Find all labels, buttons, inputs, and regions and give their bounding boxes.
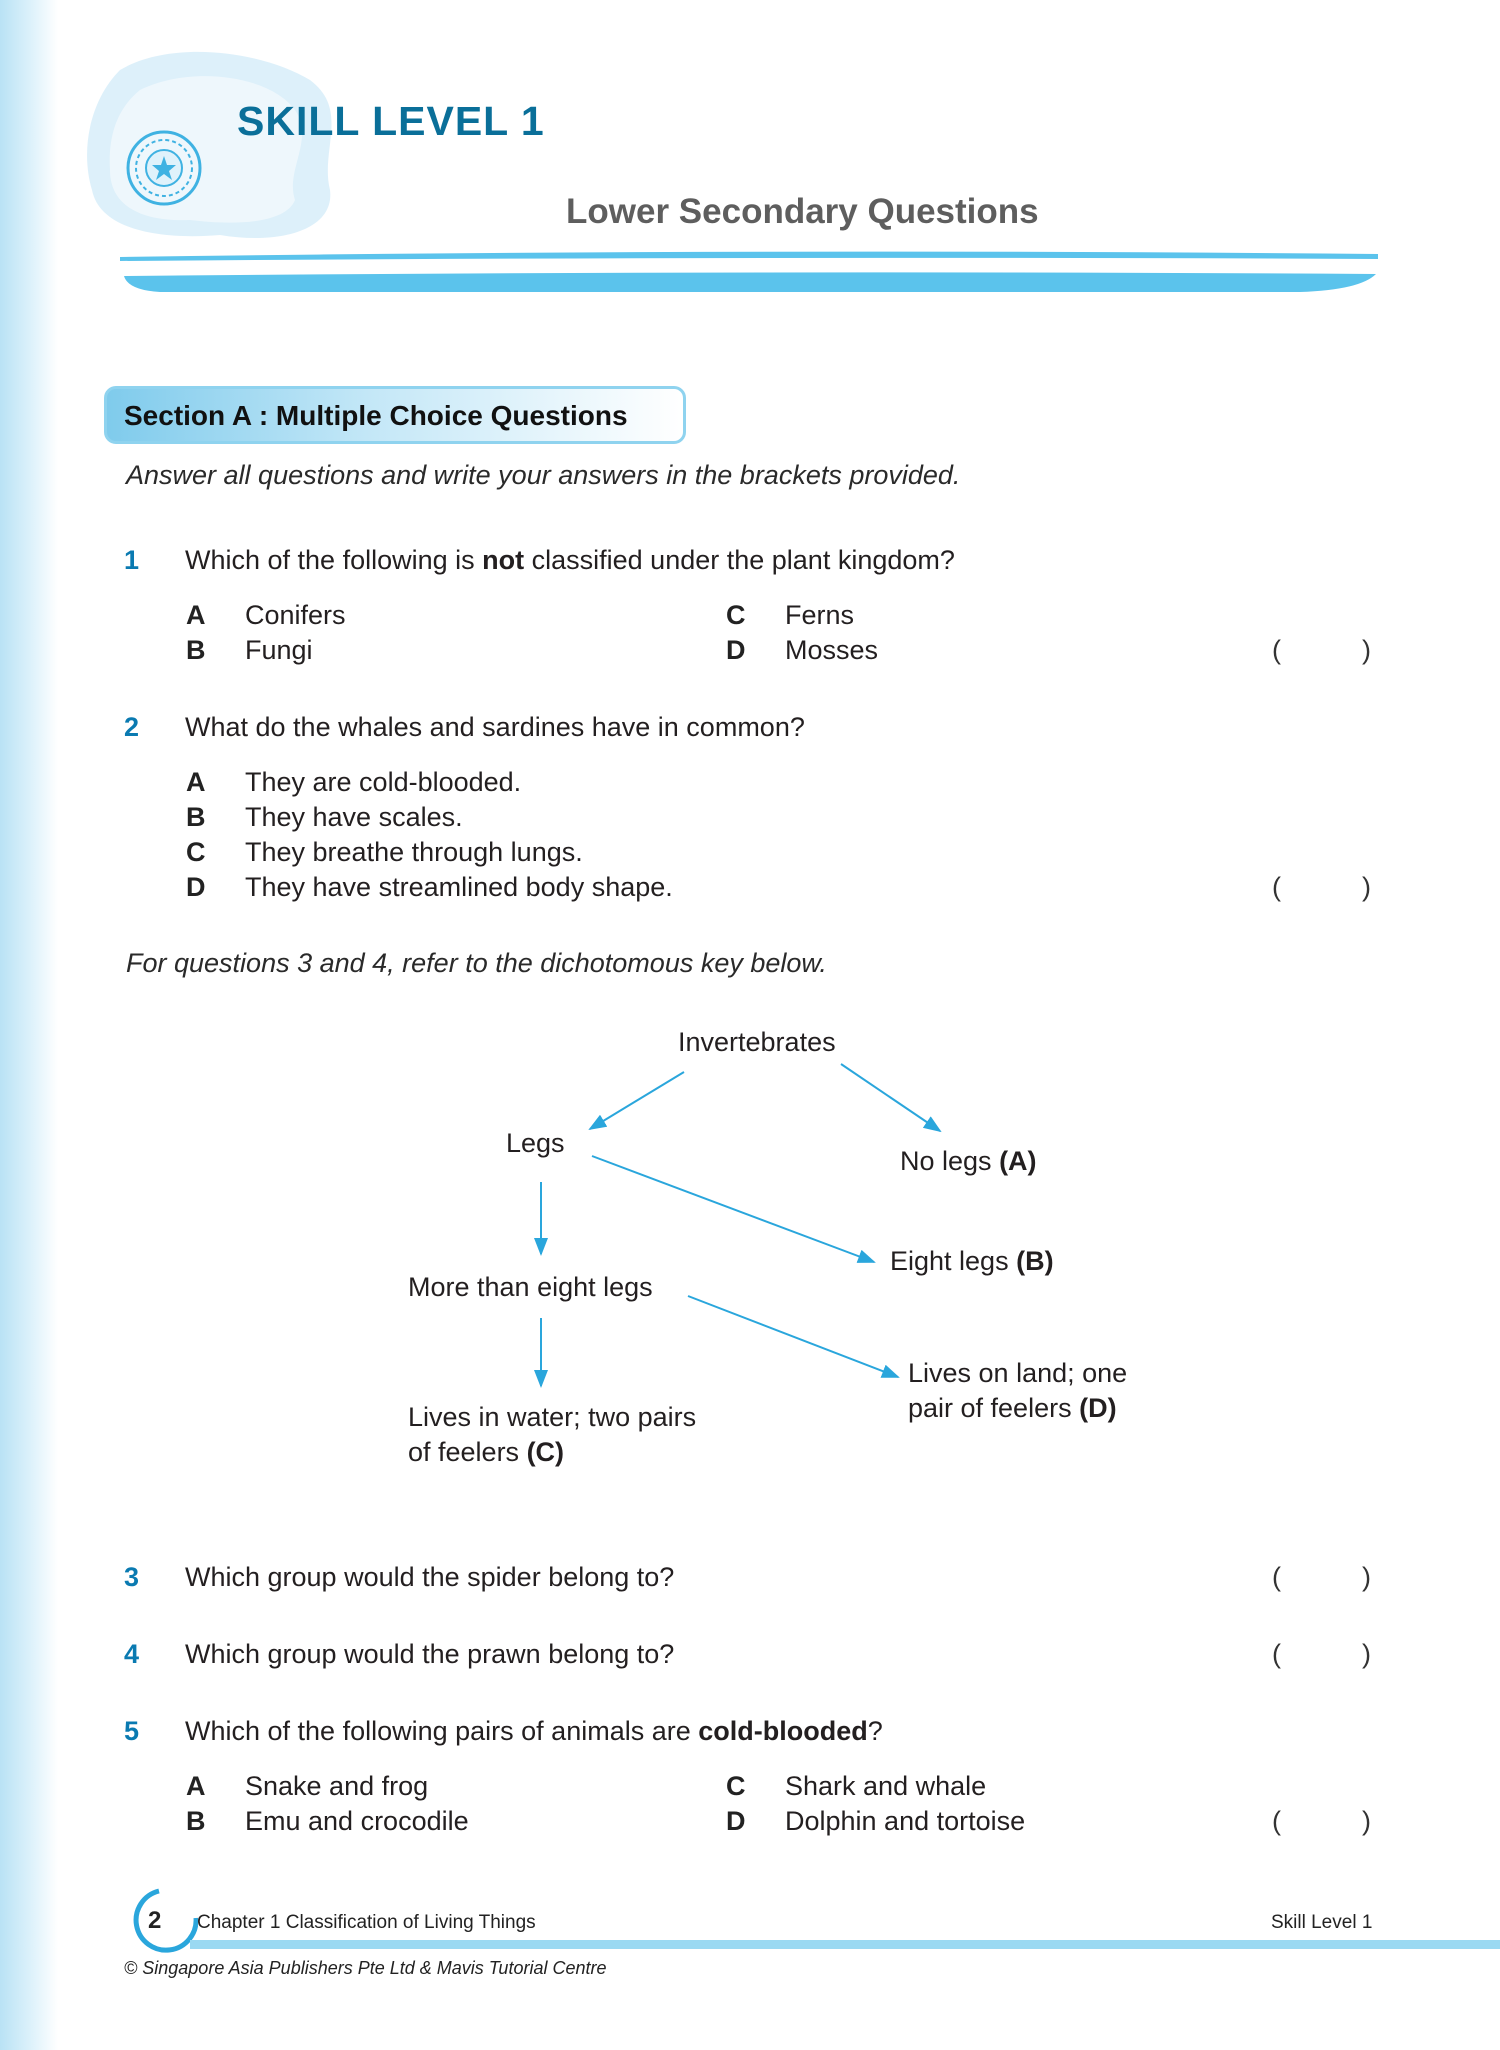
section-instructions: Answer all questions and write your answers in the brackets provided.: [126, 460, 961, 490]
answer-bracket-close[interactable]: ): [1362, 1806, 1371, 1836]
answer-bracket-open[interactable]: (: [1272, 1806, 1281, 1836]
page-number: 2: [148, 1907, 162, 1934]
option-letter: C: [726, 600, 746, 630]
key-node-invertebrates: Invertebrates: [678, 1027, 836, 1057]
key-node-lives-on-land: Lives on land; one pair of feelers (D): [908, 1358, 1128, 1423]
option-text: Conifers: [245, 600, 346, 630]
option-text: They have scales.: [245, 802, 463, 832]
option-letter: D: [186, 872, 206, 902]
option-letter: C: [726, 1771, 746, 1801]
page-subtitle: Lower Secondary Questions: [566, 192, 1039, 231]
option-text: Shark and whale: [785, 1771, 987, 1801]
emphasis-text: cold-blooded: [698, 1716, 868, 1746]
option-text: Mosses: [785, 635, 879, 665]
answer-bracket-open[interactable]: (: [1272, 1639, 1281, 1669]
option-letter: A: [186, 1771, 206, 1801]
key-node-no-legs: No legs (A): [900, 1146, 1037, 1176]
option-text: They breathe through lungs.: [245, 837, 583, 867]
question-text: What do the whales and sardines have in common?: [185, 712, 805, 742]
question-text: Which of the following is not classified under the plant kingdom?: [185, 545, 955, 575]
answer-bracket-open[interactable]: (: [1272, 635, 1281, 665]
arrow-root-to-legs: [590, 1072, 684, 1129]
key-instructions: For questions 3 and 4, refer to the dichotomous key below.: [126, 948, 827, 978]
arrow-more-to-land: [688, 1296, 898, 1377]
footer-rule: [190, 1940, 1500, 1949]
question-number: 5: [124, 1716, 140, 1746]
option-letter: A: [186, 767, 206, 797]
answer-bracket-open[interactable]: (: [1272, 1562, 1281, 1592]
emphasis-text: not: [482, 545, 525, 575]
section-title: Section A : Multiple Choice Questions: [124, 400, 628, 431]
option-letter: B: [186, 635, 206, 665]
option-text: Emu and crocodile: [245, 1806, 469, 1836]
question-text: Which of the following pairs of animals are cold-blooded?: [185, 1716, 883, 1746]
answer-bracket-close[interactable]: ): [1362, 872, 1371, 902]
question-number: 1: [124, 545, 140, 575]
question-number: 4: [124, 1639, 140, 1669]
question-number: 2: [124, 712, 140, 742]
skill-level-title: SKILL LEVEL 1: [237, 98, 545, 144]
answer-bracket-close[interactable]: ): [1362, 1639, 1371, 1669]
option-text: Fungi: [245, 635, 313, 665]
key-node-eight-legs: Eight legs (B): [890, 1246, 1054, 1276]
option-letter: C: [186, 837, 206, 867]
question-number: 3: [124, 1562, 140, 1592]
option-letter: A: [186, 600, 206, 630]
key-node-lives-in-water: Lives in water; two pairs of feelers (C): [408, 1402, 697, 1467]
option-letter: D: [726, 1806, 746, 1836]
question-text: Which group would the spider belong to?: [185, 1562, 675, 1592]
copyright-notice: © Singapore Asia Publishers Pte Ltd & Mavis Tutorial Centre: [124, 1958, 607, 1978]
option-text: Snake and frog: [245, 1771, 429, 1801]
option-text: They have streamlined body shape.: [245, 872, 673, 902]
option-text: Ferns: [785, 600, 855, 630]
answer-bracket-close[interactable]: ): [1362, 1562, 1371, 1592]
option-text: Dolphin and tortoise: [785, 1806, 1026, 1836]
option-letter: B: [186, 1806, 206, 1836]
arrow-legs-to-eight: [592, 1156, 874, 1262]
key-node-legs: Legs: [506, 1128, 565, 1158]
arrow-root-to-no-legs: [841, 1064, 940, 1131]
answer-bracket-open[interactable]: (: [1272, 872, 1281, 902]
footer-chapter-title: Chapter 1 Classification of Living Things: [197, 1912, 536, 1933]
key-node-more-than-eight: More than eight legs: [408, 1272, 653, 1302]
answer-bracket-close[interactable]: ): [1362, 635, 1371, 665]
option-text: They are cold-blooded.: [245, 767, 522, 797]
option-letter: B: [186, 802, 206, 832]
option-letter: D: [726, 635, 746, 665]
footer-skill-level: Skill Level 1: [1271, 1912, 1373, 1933]
question-text: Which group would the prawn belong to?: [185, 1639, 675, 1669]
